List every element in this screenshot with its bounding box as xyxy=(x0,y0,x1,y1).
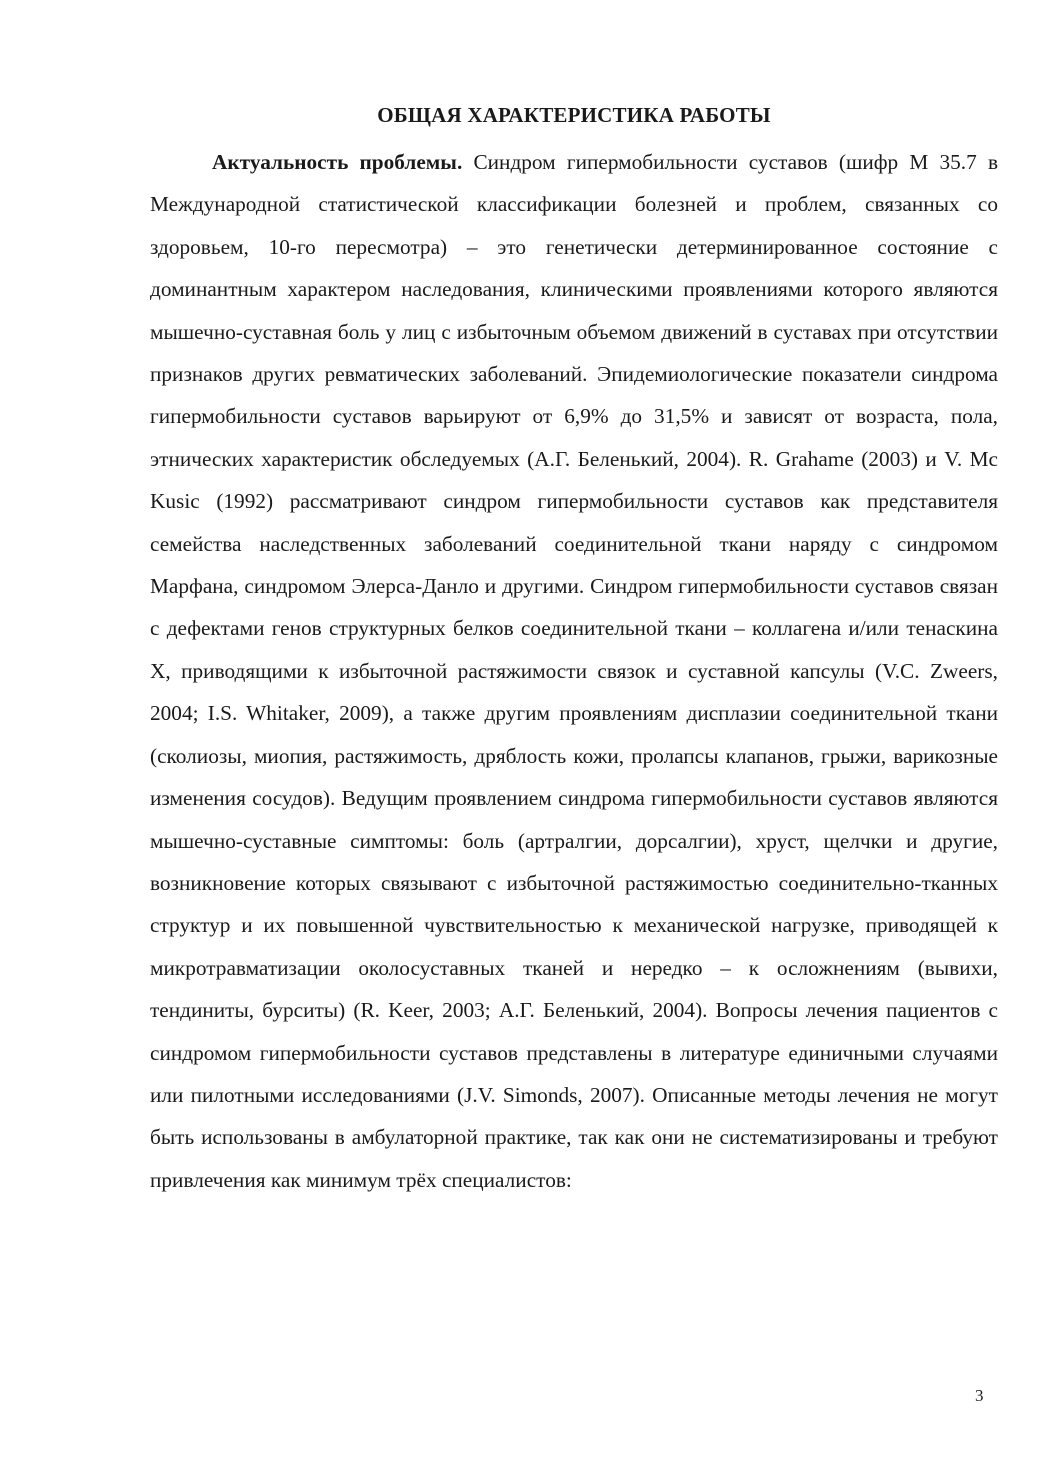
section-heading: ОБЩАЯ ХАРАКТЕРИСТИКА РАБОТЫ xyxy=(377,103,771,127)
paragraph-text: Синдром гипермобильности суставов (шифр М 35.7 в Международной статистической классификации болезней и проблем, связанных со здоровьем, 10-го пересмотра) – это генетически детерминированное состояние с доминантным характером наследования, клиническими проявлениями которого являются мышечно-суставная боль у лиц с избыточным объемом движений в суставах при отсутствии признаков других ревматических заболеваний. Эпидемиологические показатели синдрома гипермобильности суставов варьируют от 6,9% до 31,5% и зависят от возраста, пола, этнических характеристик обследуемых (А.Г. Беленький, 2004). R. Grahame (2003) и V. Mc Kusic (1992) рассматривают синдром гипермобильности суставов как представителя семейства наследственных заболеваний соединительной ткани наряду с синдромом Марфана, синдромом Элерса-Данло и другими. Синдром гипермобильности суставов связан с дефектами генов структурных белков соединительной ткани – коллагена и/или тенаскина X, приводящими к избыточной растяжимости связок и суставной капсулы (V.C. Zweers, 2004; I.S. Whitaker, 2009), а также другим проявлениям дисплазии соединительной ткани (сколиозы, миопия, растяжимость, дряблость кожи, пролапсы клапанов, грыжи, варикозные изменения сосудов). Ведущим проявлением синдрома гипермобильности суставов являются мышечно-суставные симптомы: боль (артралгии, дорсалгии), хруст, щелчки и другие, возникновение которых связывают с избыточной растяжимостью соединительно-тканных структур и их повышенной чувствительностью к механической нагрузке, приводящей к микротравматизации околосуставных тканей и нередко – к осложнениям (вывихи, тендиниты, бурситы) (R. Keer, 2003; А.Г. Беленький, 2004). Вопросы лечения пациентов с синдромом гипермобильности суставов представлены в литературе единичными случаями или пилотными исследованиями (J.V. Simonds, 2007). Описанные методы лечения не могут быть использованы в амбулаторной практике, так как они не систематизированы и требуют привлечения как минимум трёх специалистов: xyxy=(150,150,998,1192)
body-paragraph xyxy=(150,141,998,1201)
page-number: 3 xyxy=(975,1386,984,1405)
paragraph-lead: Актуальность проблемы. xyxy=(212,150,463,174)
